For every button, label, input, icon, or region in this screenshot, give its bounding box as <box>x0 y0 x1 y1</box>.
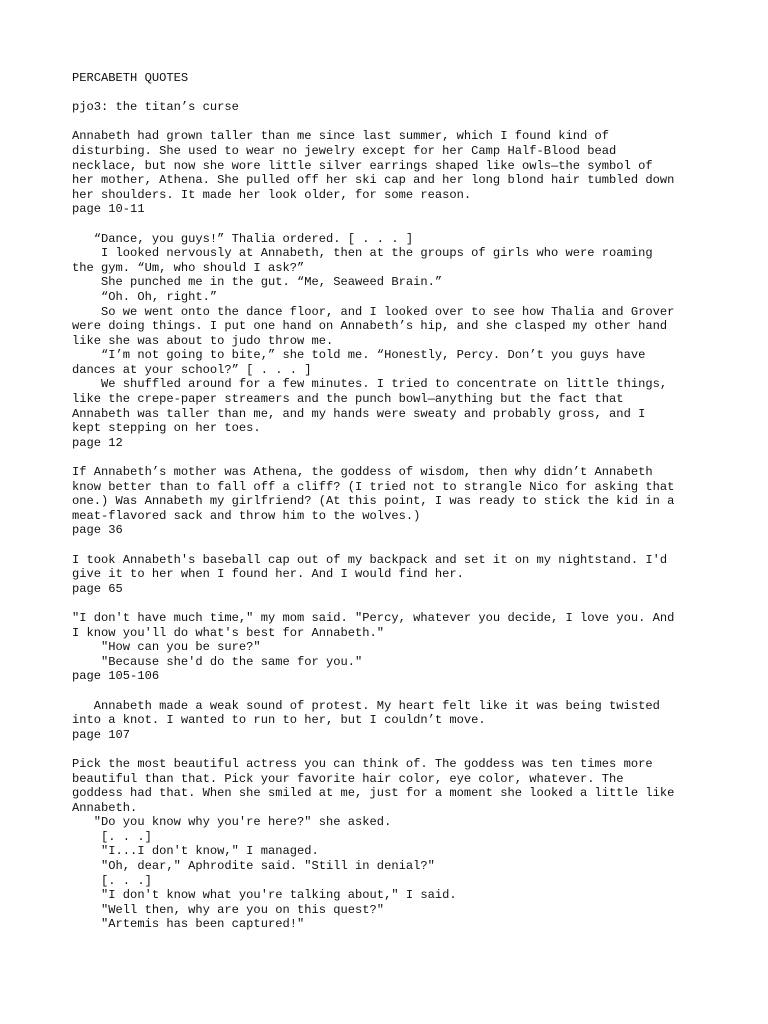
quote-line: "Artemis has been captured!" <box>72 917 305 932</box>
quote-line: like she was about to judo throw me. <box>72 333 334 348</box>
quote-line: “Oh. Oh, right.” <box>72 289 218 304</box>
quote-line: one.) Was Annabeth my girlfriend? (At this point, I was ready to stick the kid in a <box>72 494 675 509</box>
spacer <box>72 684 712 699</box>
quote-line: know better than to fall off a cliff? (I tried not to strangle Nico for asking that <box>72 479 675 494</box>
quote-line: Annabeth had grown taller than me since last summer, which I found kind of <box>72 129 610 144</box>
quote-line: "Because she'd do the same for you." <box>72 654 363 669</box>
quote-line: page 10-11 <box>72 202 145 217</box>
spacer <box>72 86 712 101</box>
quote-line: "I don't have much time," my mom said. "Percy, whatever you decide, I love you. And <box>72 610 675 625</box>
spacer <box>72 596 712 611</box>
quote-line: meat-flavored sack and throw him to the wolves.) <box>72 508 421 523</box>
quote-line: I took Annabeth's baseball cap out of my backpack and set it on my nightstand. I'd <box>72 552 668 567</box>
quote-line: “I’m not going to bite,” she told me. “Honestly, Percy. Don’t you guys have <box>72 348 646 363</box>
quote-line: dances at your school?” [ . . . ] <box>72 362 312 377</box>
quote-line: "Do you know why you're here?" she asked. <box>72 815 392 830</box>
quote-block <box>72 699 712 743</box>
quote-line: into a knot. I wanted to run to her, but I couldn’t move. <box>72 713 486 728</box>
quote-line: If Annabeth’s mother was Athena, the goddess of wisdom, then why didn’t Annabeth <box>72 465 653 480</box>
quote-line: like the crepe-paper streamers and the punch bowl—anything but the fact that <box>72 392 624 407</box>
quote-line: "I...I don't know," I managed. <box>72 844 319 859</box>
quote-line: Pick the most beautiful actress you can think of. The goddess was ten times more <box>72 756 653 771</box>
quote-line: "I don't know what you're talking about," I said. <box>72 888 457 903</box>
quote-block <box>72 757 712 932</box>
quote-line: She punched me in the gut. “Me, Seaweed Brain.” <box>72 275 443 290</box>
quote-block <box>72 232 712 451</box>
quote-block <box>72 465 712 538</box>
quote-line: “Dance, you guys!” Thalia ordered. [ . . . ] <box>72 231 414 246</box>
spacer <box>72 538 712 553</box>
document-page <box>72 71 712 932</box>
quote-line: [. . .] <box>72 873 152 888</box>
quote-line: goddess had that. When she smiled at me, just for a moment she looked a little like <box>72 786 675 801</box>
quote-line: "Oh, dear," Aphrodite said. "Still in denial?" <box>72 859 435 874</box>
quote-line: We shuffled around for a few minutes. I tried to concentrate on little things, <box>72 377 668 392</box>
document-subtitle: pjo3: the titan’s curse <box>72 100 239 115</box>
spacer <box>72 450 712 465</box>
quote-block <box>72 129 712 217</box>
quote-line: page 12 <box>72 435 123 450</box>
quote-line: I looked nervously at Annabeth, then at the groups of girls who were roaming <box>72 246 653 261</box>
quote-block <box>72 611 712 684</box>
quote-line: [. . .] <box>72 829 152 844</box>
quote-line: page 105-106 <box>72 669 160 684</box>
quote-line: So we went onto the dance floor, and I looked over to see how Thalia and Grover <box>72 304 675 319</box>
document-title: PERCABETH QUOTES <box>72 71 189 85</box>
quote-line: "Well then, why are you on this quest?" <box>72 902 385 917</box>
quote-line: "How can you be sure?" <box>72 640 261 655</box>
spacer <box>72 115 712 130</box>
quote-list <box>72 129 712 932</box>
quote-line: her shoulders. It made her look older, for some reason. <box>72 187 472 202</box>
quote-line: page 107 <box>72 727 131 742</box>
quote-line: beautiful than that. Pick your favorite hair color, eye color, whatever. The <box>72 771 624 786</box>
quote-line: page 65 <box>72 581 123 596</box>
spacer <box>72 217 712 232</box>
quote-line: the gym. “Um, who should I ask?” <box>72 260 305 275</box>
quote-line: page 36 <box>72 523 123 538</box>
spacer <box>72 742 712 757</box>
quote-line: necklace, but now she wore little silver earrings shaped like owls—the symbol of <box>72 158 653 173</box>
quote-block <box>72 553 712 597</box>
quote-line: Annabeth. <box>72 800 138 815</box>
quote-line: her mother, Athena. She pulled off her ski cap and her long blond hair tumbled down <box>72 173 675 188</box>
quote-line: were doing things. I put one hand on Annabeth’s hip, and she clasped my other hand <box>72 319 668 334</box>
quote-line: give it to her when I found her. And I would find her. <box>72 567 464 582</box>
quote-line: kept stepping on her toes. <box>72 421 261 436</box>
quote-line: disturbing. She used to wear no jewelry except for her Camp Half-Blood bead <box>72 143 617 158</box>
quote-line: Annabeth made a weak sound of protest. My heart felt like it was being twisted <box>72 698 660 713</box>
quote-line: I know you'll do what's best for Annabeth." <box>72 625 385 640</box>
quote-line: Annabeth was taller than me, and my hands were sweaty and probably gross, and I <box>72 406 646 421</box>
